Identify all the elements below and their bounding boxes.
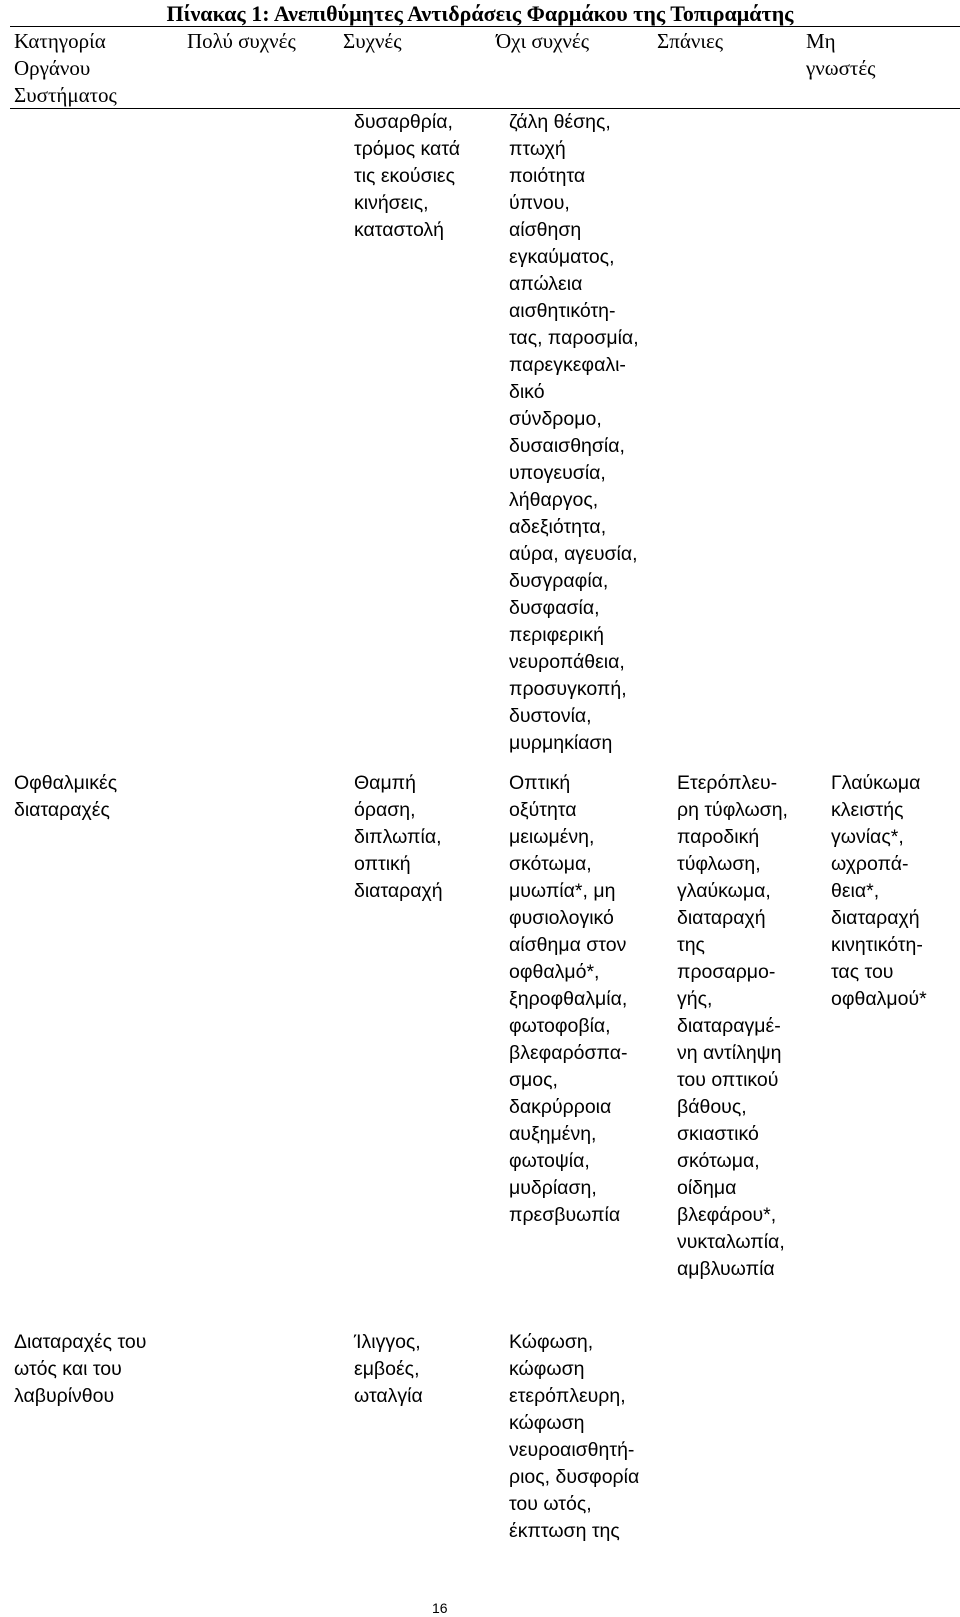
header-bottom-rule xyxy=(10,108,960,109)
header-unknown: Μη γνωστές xyxy=(806,29,876,80)
table-top-rule xyxy=(10,26,960,27)
row-0-uncommon: ζάλη θέσης, πτωχή ποιότητα ύπνου, αίσθηση εγκαύματος, απώλεια αισθητικότη- τας, παροσμία, παρεγκεφαλι- δικό σύνδρομο, δυσαισθησία, υπογευσία, λήθαργος, αδεξιότητα, αύρα, αγευσία, δυσγραφία, δυσφασία, περιφερική νευροπάθεια, προσυγκοπή, δυστονία, μυρμηκίαση xyxy=(509,111,639,754)
header-organ-class: Κατηγορία Οργάνου Συστήματος xyxy=(14,29,117,107)
row-2-common: Ίλιγγος, εμβοές, ωταλγία xyxy=(354,1331,423,1407)
row-1-organ-class: Οφθαλμικές διαταραχές xyxy=(14,772,118,821)
table-title: Πίνακας 1: Ανεπιθύμητες Αντιδράσεις Φαρμάκου της Τοπιραμάτης xyxy=(166,1,794,26)
header-uncommon: Όχι συχνές xyxy=(496,29,590,53)
row-1-unknown: Γλαύκωμα κλειστής γωνίας*, ωχροπά- θεια*, διαταραχή κινητικότη- τας του οφθαλμού* xyxy=(831,772,927,1010)
row-1-common: Θαμπή όραση, διπλωπία, οπτική διαταραχή xyxy=(354,772,443,902)
header-rare: Σπάνιες xyxy=(657,29,724,53)
row-1-uncommon: Οπτική οξύτητα μειωμένη, σκότωμα, μυωπία*, μη φυσιολογικό αίσθημα στον οφθαλμό*, ξηροφθαλμία, φωτοφοβία, βλεφαρόσπα- σμος, δακρύρροια αυξημένη, φωτοψία, μυδρίαση, πρεσβυωπία xyxy=(509,772,628,1226)
row-2-organ-class: Διαταραχές του ωτός και του λαβυρίνθου xyxy=(14,1331,147,1407)
header-common: Συχνές xyxy=(343,29,402,53)
page-number: 16 xyxy=(432,1600,448,1616)
row-2-uncommon: Κώφωση, κώφωση ετερόπλευρη, κώφωση νευροαισθητή- ριος, δυσφορία του ωτός, έκπτωση της xyxy=(509,1331,640,1542)
row-0-common: δυσαρθρία, τρόμος κατά τις εκούσιες κινήσεις, καταστολή xyxy=(354,111,461,241)
header-very-common: Πολύ συχνές xyxy=(187,29,296,53)
row-1-rare: Ετερόπλευ- ρη τύφλωση, παροδική τύφλωση, γλαύκωμα, διαταραχή της προσαρμο- γής, διαταραγμέ- νη αντίληψη του οπτικού βάθους, σκιαστικό σκότωμα, οίδημα βλεφάρου*, νυκταλωπία, αμβλυωπία xyxy=(677,772,788,1280)
